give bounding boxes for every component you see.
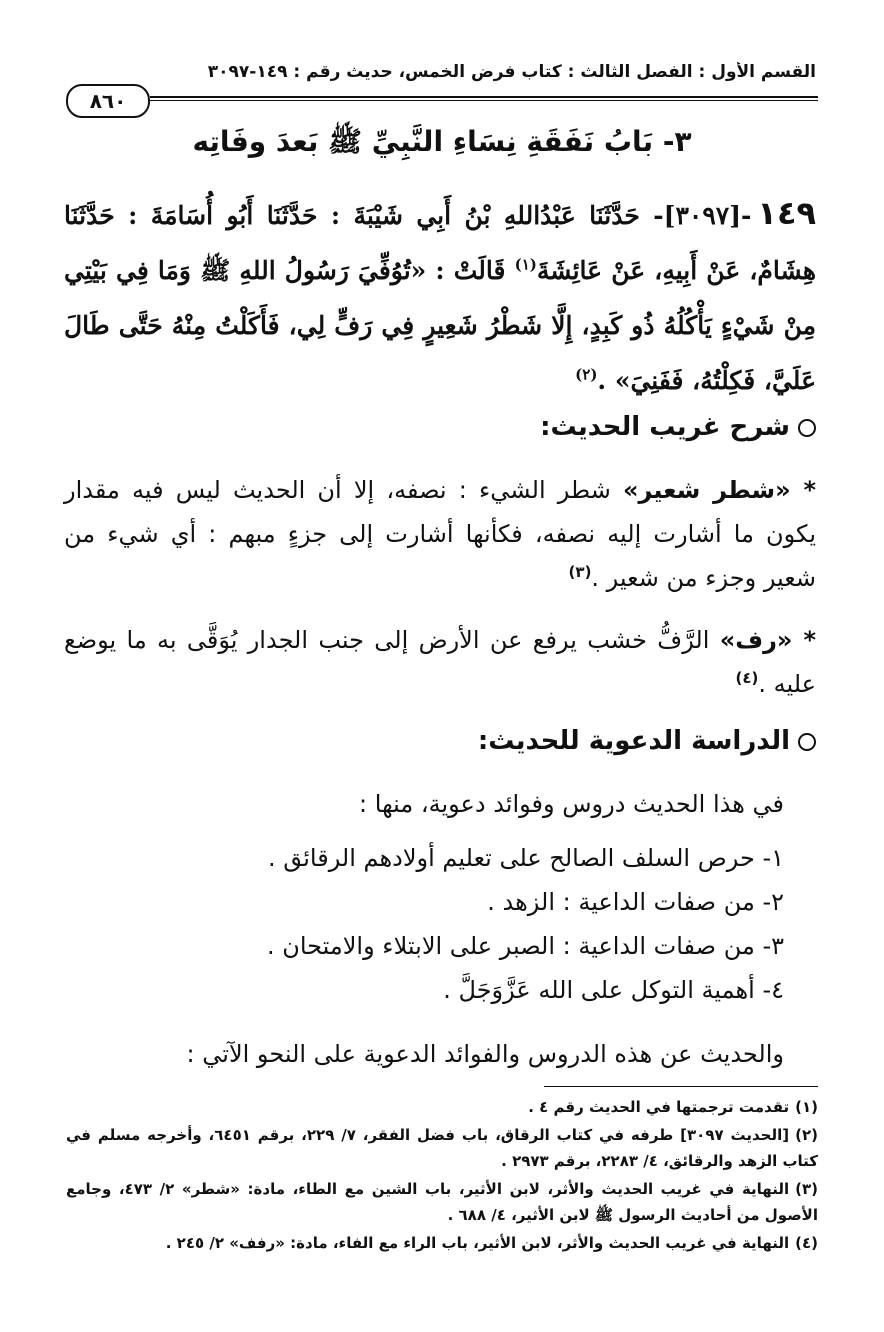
footnote-mark: (٢) [795,1126,819,1144]
gharib-term-2: * «رف» [719,626,817,654]
lessons-intro: في هذا الحديث دروس وفوائد دعوية، منها : [359,790,784,818]
footnote-text: تقدمت ترجمتها في الحديث رقم ٤ . [528,1098,790,1116]
header-rule [150,96,818,98]
footnote-item [66,1230,818,1256]
footnote-ref-2[interactable]: (٢) [575,365,598,384]
footnote-text: النهاية في غريب الحديث والأثر، لابن الأثير، باب الشين مع الطاء، مادة: «شطر» ٢/ ٤٧٣، وجامع الأصول من أحاديث الرسول ﷺ لابن الأثير، ٤/ ٦٨٨ . [66,1180,818,1224]
footnote-mark: (٤) [795,1234,818,1252]
running-header: القسم الأول : الفصل الثالث : كتاب فرض الخمس، حديث رقم : ١٤٩-٣٠٩٧ [207,62,816,82]
footnotes [66,1094,818,1258]
hadith-isnad: -[٣٠٩٧]- حَدَّثَنَا عَبْدُاللهِ بْنُ أَبِي شَيْبَةَ : حَدَّثَنَا أَبُو أُسَامَةَ : حَدَّثَنَا هِشَامٌ، عَنْ أَبِيهِ، عَنْ عَائِشَةَ [64,201,817,285]
gharib-term-1: * «شطر شعير» [622,476,816,504]
footnote-separator [544,1086,818,1087]
lesson-item: ٤- أهمية التوكل على الله عَزَّوَجَلَّ . [443,976,784,1004]
gharib-heading-label: شرح غريب الحديث: [540,412,790,442]
footnote-mark: (٣) [795,1180,818,1198]
header-rule-thin [150,100,818,101]
circle-bullet-icon [798,419,816,437]
lesson-item: ٢- من صفات الداعية : الزهد . [487,888,784,916]
gharib-text-2: الرَّفُّ خشب يرفع عن الأرض إلى جنب الجدار يُوَقَّى به ما يوضع عليه . [64,626,816,698]
footnote-ref-4[interactable]: (٤) [735,669,759,687]
footnote-mark: (١) [795,1098,818,1116]
footnote-text: النهاية في غريب الحديث والأثر، لابن الأثير، باب الراء مع الفاء، مادة: «رفف» ٢/ ٢٤٥ . [165,1234,790,1252]
dawah-heading-label: الدراسة الدعوية للحديث: [477,726,790,756]
gharib-item-1 [64,468,816,600]
chapter-title: ٣- بَابُ نَفَقَةِ نِسَاءِ النَّبِيِّ ﷺ بَعدَ وفَاتِه [192,125,692,158]
lesson-item: ٣- من صفات الداعية : الصبر على الابتلاء والامتحان . [266,932,784,960]
lesson-item: ١- حرص السلف الصالح على تعليم أولادهم الرقائق . [267,844,784,872]
hadith-matn: قَالَتْ : «تُوُفِّيَ رَسُولُ اللهِ ﷺ وَمَا فِي بَيْتِي مِنْ شَيْءٍ يَأْكُلُهُ ذُو كَبِدٍ، إِلَّا شَطْرُ شَعِيرٍ فِي رَفٍّ لِي، فَأَكَلْتُ مِنْهُ حَتَّى طَالَ عَلَيَّ، فَكِلْتُهُ، فَفَنِيَ» . [64,256,816,395]
dawah-heading [478,726,816,756]
footnote-text: [الحديث ٣٠٩٧] طرفه في كتاب الرقاق، باب فضل الفقر، ٧/ ٢٢٩، برقم ٦٤٥١، وأخرجه مسلم في كتاب الزهد والرقائق، ٤/ ٢٢٨٣، برقم ٢٩٧٣ . [66,1126,818,1170]
gharib-item-2 [64,618,816,706]
hadith-number: ١٤٩ [757,194,816,232]
lessons-outro: والحديث عن هذه الدروس والفوائد الدعوية على النحو الآتي : [186,1040,784,1068]
hadith-text [64,186,816,408]
footnote-item [66,1122,818,1174]
lessons-list [64,836,784,1012]
circle-bullet-icon [798,733,816,751]
footnote-ref-3[interactable]: (٣) [568,563,592,581]
gharib-text-1: شطر الشيء : نصفه، إلا أن الحديث ليس فيه مقدار يكون ما أشارت إليه نصفه، فكأنها أشارت إلى جزءٍ مبهم : أي شيء من شعير وجزء من شعير . [64,476,816,592]
page-number: ٨٦٠ [66,84,150,118]
gharib-heading [540,412,816,442]
footnote-ref-1[interactable]: (١) [514,255,537,274]
footnote-item [66,1094,818,1120]
footnote-item [66,1176,818,1228]
